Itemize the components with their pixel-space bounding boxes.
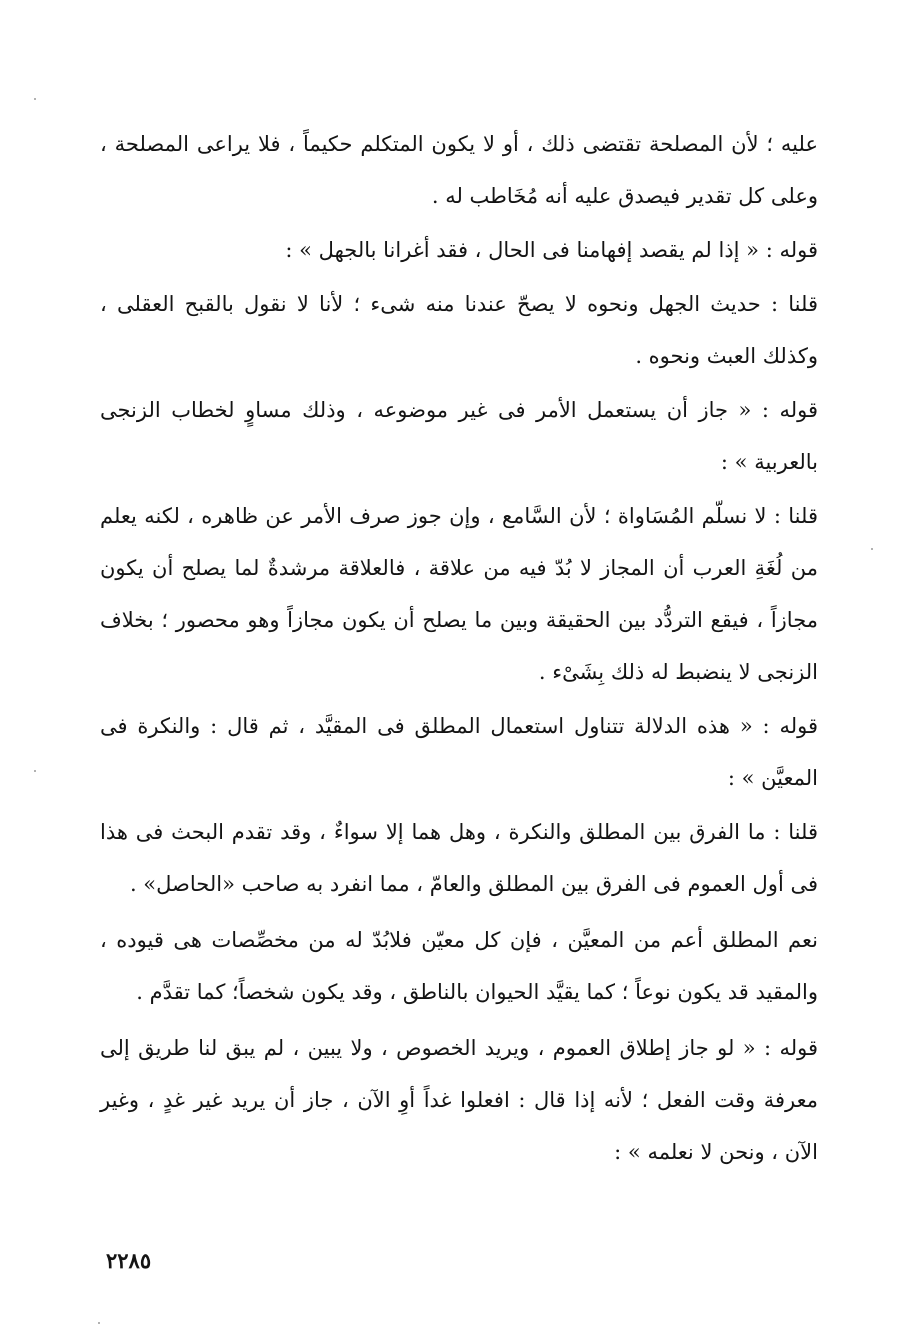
- scan-speck: [871, 548, 873, 550]
- scan-speck: [98, 1322, 100, 1324]
- paragraph-4: قوله : « جاز أن يستعمل الأمر فى غير موضوعه ، وذلك مساوٍ لخطاب الزنجى بالعربية » :: [100, 398, 818, 474]
- paragraph-8: نعم المطلق أعم من المعيَّن ، فإن كل معيّن فلابُدّ له من مخصِّصات هى قيوده ، والمقيد قد يكون نوعاً ؛ كما يقيَّد الحيوان بالناطق ، وقد يكون شخصاً؛ كما تقدَّم .: [100, 928, 818, 1004]
- page-body: [100, 118, 818, 1178]
- paragraph-9: قوله : « لو جاز إطلاق العموم ، ويريد الخصوص ، ولا يبين ، لم يبق لنا طريق إلى معرفة وقت الفعل ؛ لأنه إذا قال : افعلوا غداً أوِ الآن ، جاز أن يريد غير غدٍ ، وغير الآن ، ونحن لا نعلمه » :: [100, 1036, 818, 1164]
- paragraph-7: قلنا : ما الفرق بين المطلق والنكرة ، وهل هما إلا سواءٌ ، وقد تقدم البحث فى هذا فى أول العموم فى الفرق بين المطلق والعامّ ، مما انفرد به صاحب «الحاصل» .: [100, 820, 818, 896]
- scan-speck: [34, 98, 36, 100]
- paragraph-5: قلنا : لا نسلّم المُسَاواة ؛ لأن السَّامع ، وإن جوز صرف الأمر عن ظاهره ، لكنه يعلم من لُغَةِ العرب أن المجاز لا بُدّ فيه من علاقة ، فالعلاقة مرشدةٌ لما يصلح أن يكون مجازاً ، فيقع التردُّد بين الحقيقة وبين ما يصلح أن يكون مجازاً وهو محصور ؛ بخلاف الزنجى لا ينضبط له ذلك بِشَىْء .: [100, 504, 818, 684]
- scan-speck: [34, 770, 36, 772]
- paragraph-3: قلنا : حديث الجهل ونحوه لا يصحّ عندنا منه شىء ؛ لأنا لا نقول بالقبح العقلى ، وكذلك العبث ونحوه .: [100, 292, 818, 368]
- page-number: ٢٢٨٥: [106, 1248, 152, 1273]
- paragraph-1: عليه ؛ لأن المصلحة تقتضى ذلك ، أو لا يكون المتكلم حكيماً ، فلا يراعى المصلحة ، وعلى كل تقدير فيصدق عليه أنه مُخَاطب له .: [100, 132, 818, 208]
- paragraph-2: قوله : « إذا لم يقصد إفهامنا فى الحال ، فقد أغرانا بالجهل » :: [285, 238, 818, 262]
- paragraph-6: قوله : « هذه الدلالة تتناول استعمال المطلق فى المقيَّد ، ثم قال : والنكرة فى المعيَّن » :: [100, 714, 818, 790]
